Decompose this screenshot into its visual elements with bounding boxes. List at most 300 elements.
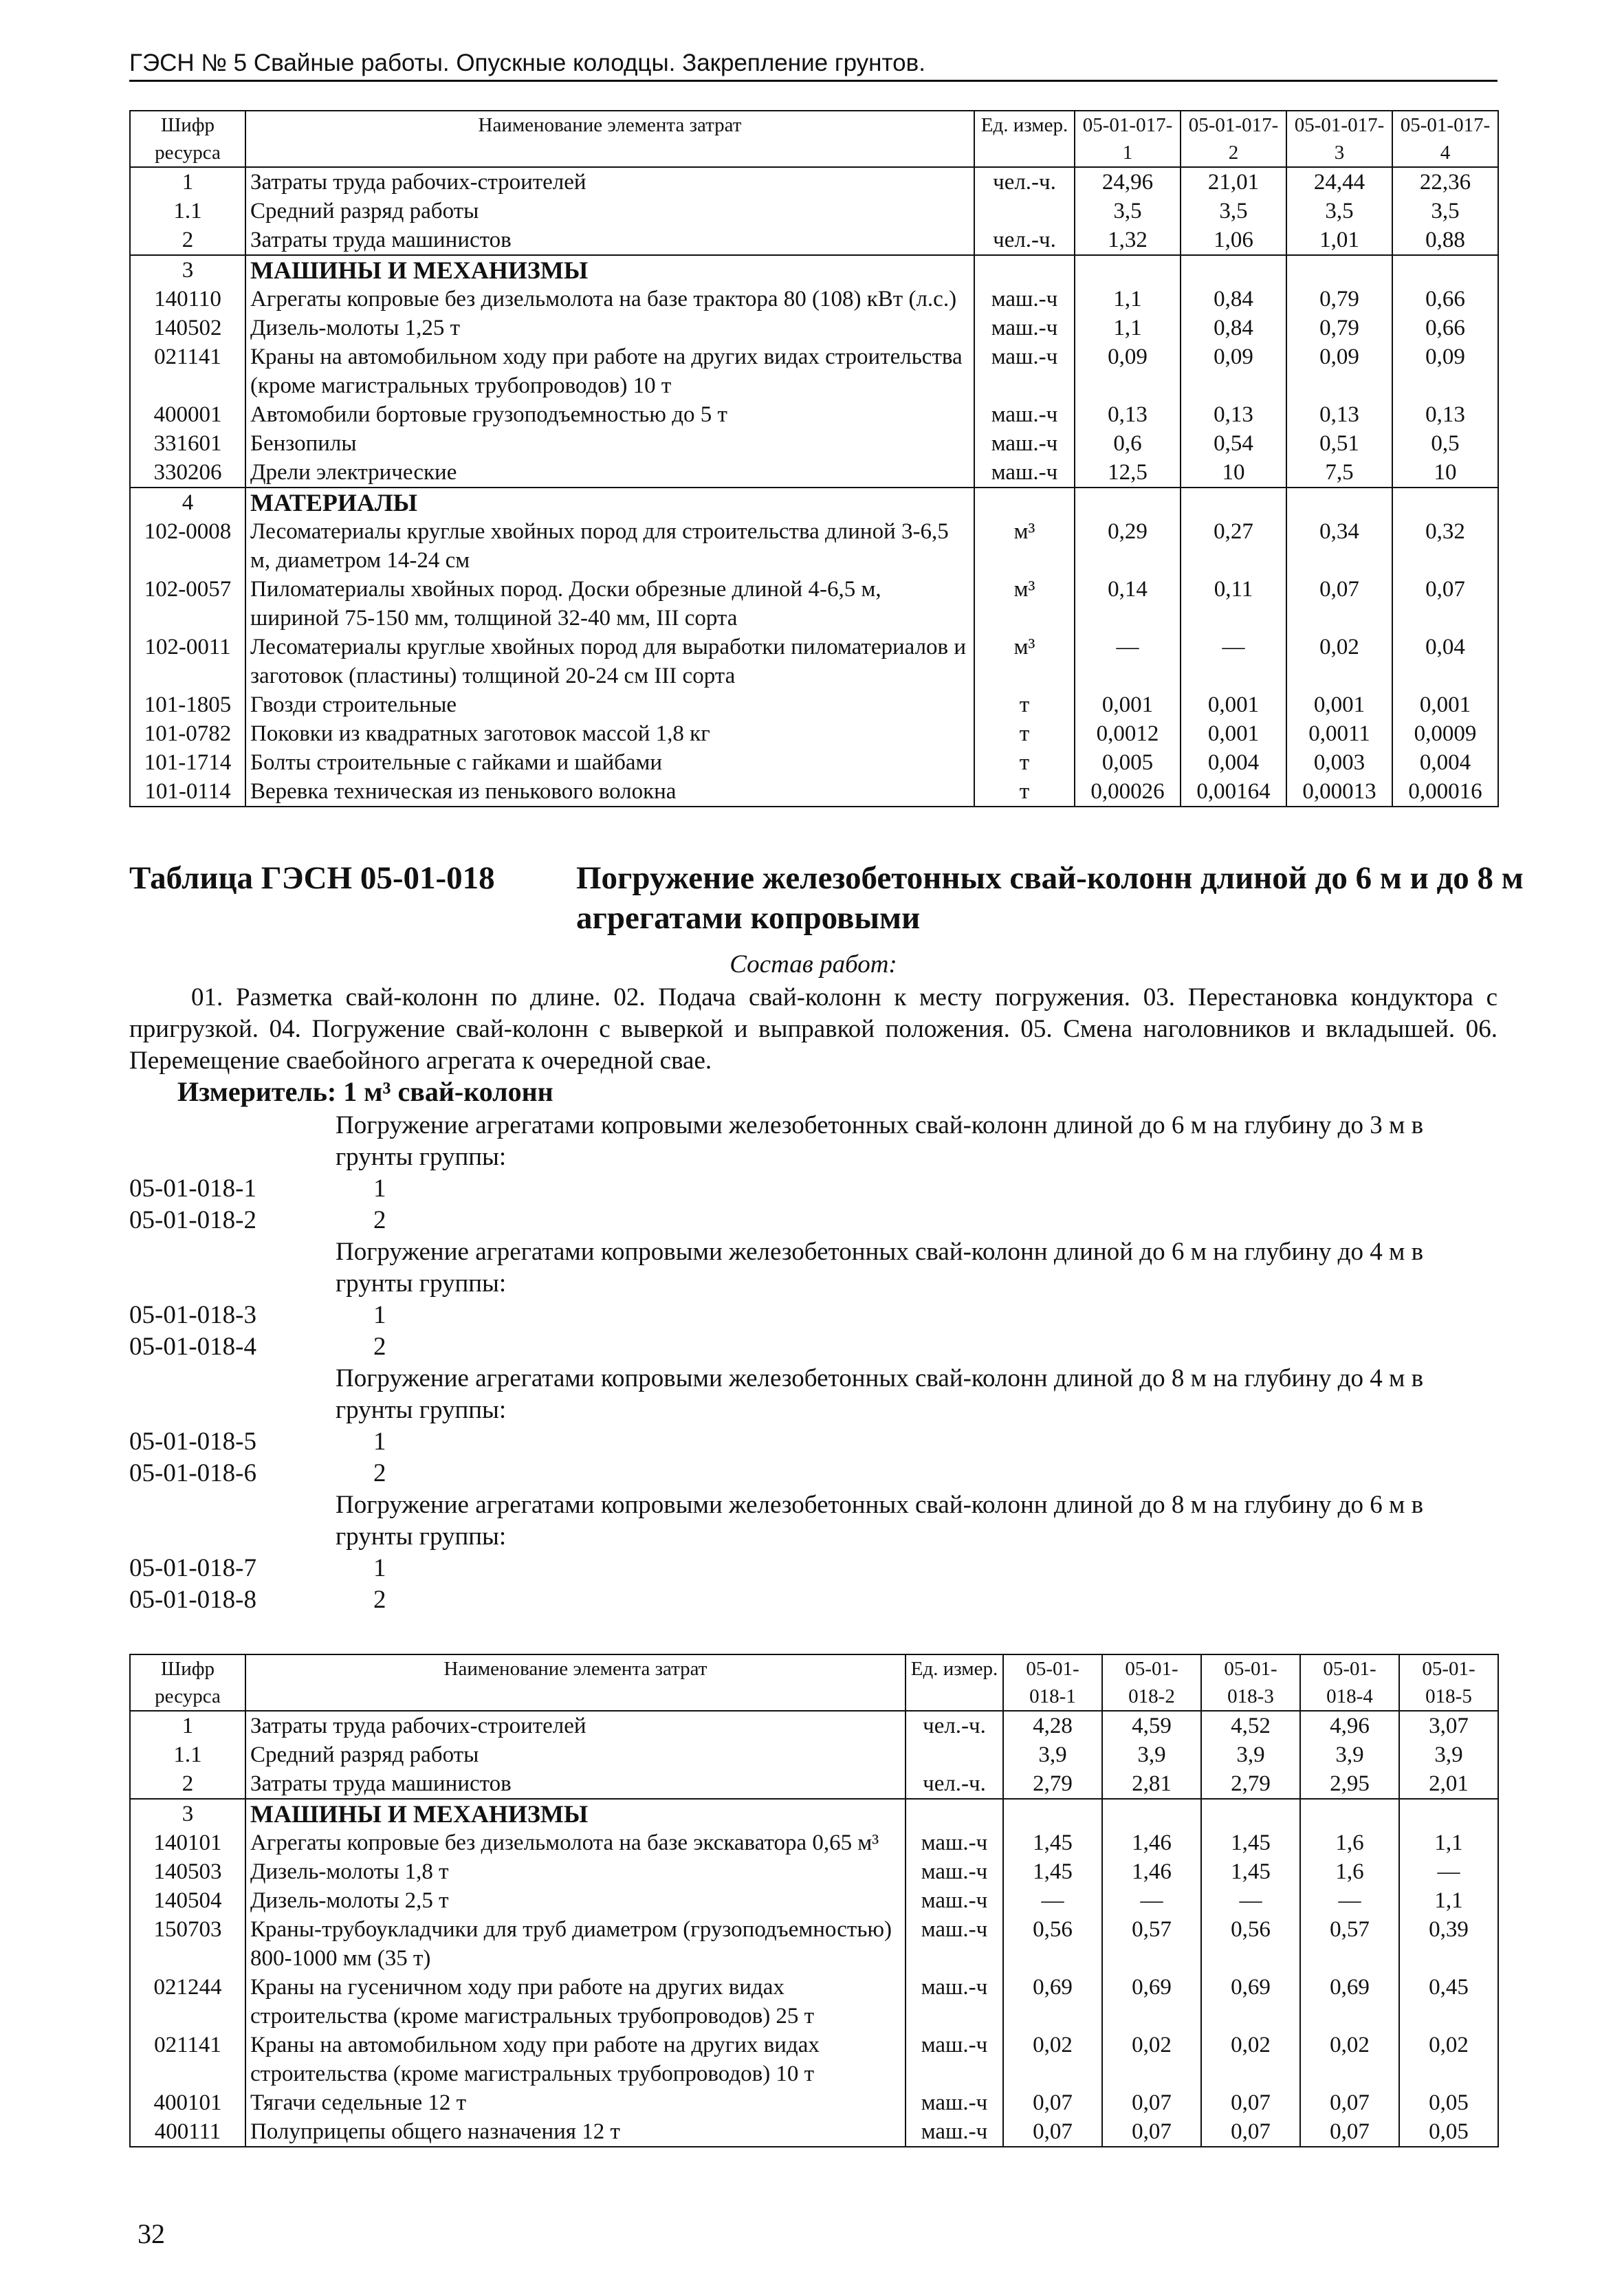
value-cell: 3,9 (1003, 1740, 1102, 1769)
resource-name: Веревка техническая из пенькового волокна (245, 777, 974, 807)
value-cell: 4,52 (1201, 1711, 1300, 1740)
resource-name: Краны-трубоукладчики для труб диаметром (грузоподъемностью) 800-1000 мм (35 т) (245, 1915, 906, 1973)
table-row (130, 719, 1498, 748)
value-cell: 0,05 (1399, 2088, 1498, 2117)
resource-code: 021141 (130, 342, 245, 400)
table-row (130, 285, 1498, 314)
value-cell: 0,66 (1392, 285, 1498, 314)
unit-cell: чел.-ч. (974, 226, 1075, 255)
value-cell: 0,5 (1392, 429, 1498, 458)
value-cell: 0,13 (1392, 400, 1498, 429)
value-cell: 0,79 (1286, 314, 1392, 342)
resource-code: 331601 (130, 429, 245, 458)
variant-row (129, 1173, 1497, 1205)
value-cell (1075, 255, 1181, 285)
resource-code: 400101 (130, 2088, 245, 2117)
value-cell: 0,56 (1201, 1915, 1300, 1973)
value-cell: — (1300, 1886, 1399, 1915)
col-header-norm: 05-01-017-3 (1286, 111, 1392, 167)
value-cell: 0,32 (1392, 517, 1498, 575)
value-cell: 0,07 (1102, 2117, 1201, 2147)
table-row (130, 1973, 1498, 2031)
value-cell: 3,9 (1102, 1740, 1201, 1769)
value-cell: 1,32 (1075, 226, 1181, 255)
composition-text: 01. Разметка свай-колонн по длине. 02. Подача свай-колонн к месту погружения. 03. Перестановка кондуктора с пригрузкой. 04. Погружение свай-колонн с выверкой и выправкой положения. 05. Смена наголовников и вкладышей. 06. Перемещение сваебойного агрегата к очередной свае. (129, 983, 1497, 1075)
resource-code: 1 (130, 167, 245, 197)
value-cell: 0,13 (1286, 400, 1392, 429)
value-cell: 2,79 (1201, 1769, 1300, 1799)
value-cell: 0,003 (1286, 748, 1392, 777)
table-row (130, 342, 1498, 400)
table-row (130, 1740, 1498, 1769)
section-row (130, 488, 1498, 517)
unit-cell: маш.-ч (906, 2117, 1003, 2147)
variant-row (129, 1458, 1497, 1489)
value-cell: 0,07 (1003, 2088, 1102, 2117)
soil-group-number: 2 (373, 1586, 386, 1614)
unit-cell: маш.-ч (974, 342, 1075, 400)
value-cell: 10 (1181, 458, 1286, 488)
value-cell: — (1181, 633, 1286, 690)
section-row (130, 255, 1498, 285)
value-cell: 0,07 (1300, 2088, 1399, 2117)
value-cell (1102, 1799, 1201, 1828)
col-header-norm: 05-01-018-4 (1300, 1654, 1399, 1711)
variant-group-description: Погружение агрегатами копровыми железобетонных свай-колонн длиной до 8 м на глубину до 6 м в грунты группы: (336, 1491, 1424, 1551)
table-row (130, 2117, 1498, 2147)
value-cell: 1,45 (1201, 1828, 1300, 1857)
value-cell: 0,0011 (1286, 719, 1392, 748)
table-row (130, 2031, 1498, 2088)
resource-name: Поковки из квадратных заготовок массой 1,8 кг (245, 719, 974, 748)
resource-name: Тягачи седельные 12 т (245, 2088, 906, 2117)
value-cell: 0,00164 (1181, 777, 1286, 807)
resource-code: 330206 (130, 458, 245, 488)
resource-name: Дрели электрические (245, 458, 974, 488)
variant-code: 05-01-018-8 (129, 1586, 256, 1614)
resource-code: 2 (130, 226, 245, 255)
table-row (130, 1915, 1498, 1973)
value-cell: 2,01 (1399, 1769, 1498, 1799)
resource-name: Краны на автомобильном ходу при работе на других видах строительства (кроме магистральных трубопроводов) 10 т (245, 342, 974, 400)
value-cell: — (1075, 633, 1181, 690)
table-row (130, 517, 1498, 575)
value-cell: 3,5 (1181, 197, 1286, 226)
value-cell: — (1102, 1886, 1201, 1915)
resource-code: 140503 (130, 1857, 245, 1886)
value-cell: 0,09 (1181, 342, 1286, 400)
unit-cell (974, 197, 1075, 226)
table-code: Таблица ГЭСН 05-01-018 (129, 860, 495, 896)
value-cell: 1,6 (1300, 1857, 1399, 1886)
resource-code: 1.1 (130, 197, 245, 226)
resource-code: 101-0114 (130, 777, 245, 807)
value-cell: 1,46 (1102, 1857, 1201, 1886)
value-cell: — (1201, 1886, 1300, 1915)
table-row (130, 2088, 1498, 2117)
resource-code: 140110 (130, 285, 245, 314)
table-row (130, 1711, 1498, 1740)
value-cell: 3,9 (1399, 1740, 1498, 1769)
value-cell: 0,45 (1399, 1973, 1498, 2031)
value-cell: 0,001 (1181, 719, 1286, 748)
unit-cell: чел.-ч. (906, 1769, 1003, 1799)
unit-cell: маш.-ч (906, 1828, 1003, 1857)
table-row (130, 197, 1498, 226)
value-cell: 4,96 (1300, 1711, 1399, 1740)
col-header-norm: 05-01-017-2 (1181, 111, 1286, 167)
value-cell: 0,02 (1300, 2031, 1399, 2088)
value-cell: 0,66 (1392, 314, 1498, 342)
col-header-code: Шифр ресурса (130, 1654, 245, 1711)
value-cell (1300, 1799, 1399, 1828)
resource-code: 3 (130, 255, 245, 285)
value-cell: 3,5 (1286, 197, 1392, 226)
section-heading: МАШИНЫ И МЕХАНИЗМЫ (245, 1799, 906, 1828)
value-cell (1392, 255, 1498, 285)
resource-code: 140101 (130, 1828, 245, 1857)
value-cell (1286, 255, 1392, 285)
table-row (130, 777, 1498, 807)
value-cell: 21,01 (1181, 167, 1286, 197)
unit-cell: маш.-ч (974, 400, 1075, 429)
unit-cell (974, 255, 1075, 285)
resource-table-018 (129, 1654, 1499, 2147)
value-cell: 0,001 (1286, 690, 1392, 719)
value-cell (1399, 1799, 1498, 1828)
value-cell: 0,005 (1075, 748, 1181, 777)
value-cell: 0,79 (1286, 285, 1392, 314)
unit-cell: маш.-ч (906, 1857, 1003, 1886)
measure-unit: Измеритель: 1 м³ свай-колонн (177, 1076, 553, 1107)
resource-code: 400001 (130, 400, 245, 429)
variant-group-description: Погружение агрегатами копровыми железобетонных свай-колонн длиной до 6 м на глубину до 3 м в грунты группы: (336, 1111, 1424, 1171)
value-cell: 0,6 (1075, 429, 1181, 458)
variant-row (129, 1300, 1497, 1331)
section-heading: МАТЕРИАЛЫ (245, 488, 974, 517)
resource-code: 1.1 (130, 1740, 245, 1769)
col-header-code: Шифр ресурса (130, 111, 245, 167)
resource-name: Агрегаты копровые без дизельмолота на базе экскаватора 0,65 м³ (245, 1828, 906, 1857)
table-row (130, 690, 1498, 719)
resource-name: Гвозди строительные (245, 690, 974, 719)
resource-name: Агрегаты копровые без дизельмолота на базе трактора 80 (108) кВт (л.с.) (245, 285, 974, 314)
value-cell: 0,14 (1075, 575, 1181, 633)
unit-cell: чел.-ч. (906, 1711, 1003, 1740)
value-cell: 3,07 (1399, 1711, 1498, 1740)
table-row (130, 575, 1498, 633)
col-header-unit: Ед. измер. (906, 1654, 1003, 1711)
unit-cell: маш.-ч (906, 1973, 1003, 2031)
resource-code: 1 (130, 1711, 245, 1740)
unit-cell: маш.-ч (974, 285, 1075, 314)
soil-group-number: 2 (373, 1459, 386, 1487)
value-cell: 0,02 (1399, 2031, 1498, 2088)
unit-cell: маш.-ч (906, 2031, 1003, 2088)
table-row (130, 314, 1498, 342)
value-cell: 1,46 (1102, 1828, 1201, 1857)
header-row (130, 1654, 1498, 1711)
resource-code: 4 (130, 488, 245, 517)
resource-name: Затраты труда рабочих-строителей (245, 1711, 906, 1740)
value-cell (1392, 488, 1498, 517)
value-cell: 22,36 (1392, 167, 1498, 197)
value-cell: 0,07 (1102, 2088, 1201, 2117)
value-cell: 7,5 (1286, 458, 1392, 488)
variant-group (129, 1236, 1497, 1363)
value-cell: 0,09 (1392, 342, 1498, 400)
unit-cell: маш.-ч (906, 2088, 1003, 2117)
value-cell: 1,06 (1181, 226, 1286, 255)
col-header-norm: 05-01-018-5 (1399, 1654, 1498, 1711)
resource-name: Болты строительные с гайками и шайбами (245, 748, 974, 777)
col-header-norm: 05-01-018-1 (1003, 1654, 1102, 1711)
variant-code: 05-01-018-2 (129, 1206, 256, 1234)
composition-label: Состав работ: (729, 950, 897, 979)
value-cell: 0,88 (1392, 226, 1498, 255)
unit-cell (974, 488, 1075, 517)
table-row (130, 167, 1498, 197)
unit-cell: чел.-ч. (974, 167, 1075, 197)
value-cell: 0,09 (1286, 342, 1392, 400)
variant-code: 05-01-018-1 (129, 1174, 256, 1203)
variant-group-description: Погружение агрегатами копровыми железобетонных свай-колонн длиной до 8 м на глубину до 4 м в грунты группы: (336, 1364, 1424, 1424)
value-cell: 0,0009 (1392, 719, 1498, 748)
value-cell: 0,39 (1399, 1915, 1498, 1973)
table-row (130, 748, 1498, 777)
value-cell: 0,27 (1181, 517, 1286, 575)
value-cell (1201, 1799, 1300, 1828)
value-cell: 0,09 (1075, 342, 1181, 400)
resource-name: Дизель-молоты 2,5 т (245, 1886, 906, 1915)
value-cell: 2,79 (1003, 1769, 1102, 1799)
resource-code: 400111 (130, 2117, 245, 2147)
value-cell: 0,00026 (1075, 777, 1181, 807)
value-cell: 2,95 (1300, 1769, 1399, 1799)
value-cell (1181, 255, 1286, 285)
resource-name: Затраты труда машинистов (245, 226, 974, 255)
table-row (130, 400, 1498, 429)
resource-code: 021141 (130, 2031, 245, 2088)
resource-code: 101-1714 (130, 748, 245, 777)
value-cell (1181, 488, 1286, 517)
resource-name: Затраты труда машинистов (245, 1769, 906, 1799)
unit-cell (906, 1799, 1003, 1828)
value-cell: 0,02 (1102, 2031, 1201, 2088)
value-cell: 1,1 (1399, 1828, 1498, 1857)
value-cell: 0,00013 (1286, 777, 1392, 807)
unit-cell: т (974, 690, 1075, 719)
col-header-norm: 05-01-018-3 (1201, 1654, 1300, 1711)
section-row (130, 1799, 1498, 1828)
value-cell: 0,69 (1300, 1973, 1399, 2031)
resource-code: 140504 (130, 1886, 245, 1915)
value-cell: 2,81 (1102, 1769, 1201, 1799)
soil-group-number: 2 (373, 1333, 386, 1361)
unit-cell: маш.-ч (906, 1915, 1003, 1973)
value-cell: 0,0012 (1075, 719, 1181, 748)
running-header: ГЭСН № 5 Свайные работы. Опускные колодцы. Закрепление грунтов. (129, 48, 1497, 82)
resource-code: 150703 (130, 1915, 245, 1973)
col-header-norm: 05-01-017-4 (1392, 111, 1498, 167)
value-cell: 0,02 (1003, 2031, 1102, 2088)
variant-code: 05-01-018-7 (129, 1554, 256, 1582)
variant-group (129, 1489, 1497, 1616)
unit-cell (906, 1740, 1003, 1769)
value-cell: 0,05 (1399, 2117, 1498, 2147)
value-cell: 0,001 (1075, 690, 1181, 719)
soil-group-number: 1 (373, 1554, 386, 1582)
resource-name: Лесоматериалы круглые хвойных пород для строительства длиной 3-6,5 м, диаметром 14-24 см (245, 517, 974, 575)
variant-group-description: Погружение агрегатами копровыми железобетонных свай-колонн длиной до 6 м на глубину до 4 м в грунты группы: (336, 1238, 1424, 1298)
value-cell: 3,5 (1075, 197, 1181, 226)
value-cell: 0,84 (1181, 285, 1286, 314)
unit-cell: т (974, 777, 1075, 807)
value-cell: 4,59 (1102, 1711, 1201, 1740)
variant-row (129, 1584, 1497, 1616)
value-cell: 0,07 (1201, 2117, 1300, 2147)
variant-list (129, 1110, 1497, 1616)
value-cell: 0,001 (1392, 690, 1498, 719)
table-row (130, 633, 1498, 690)
value-cell: 4,28 (1003, 1711, 1102, 1740)
soil-group-number: 1 (373, 1301, 386, 1329)
resource-name: Дизель-молоты 1,25 т (245, 314, 974, 342)
resource-table-017 (129, 110, 1499, 807)
soil-group-number: 2 (373, 1206, 386, 1234)
variant-group (129, 1363, 1497, 1489)
value-cell: 0,69 (1201, 1973, 1300, 2031)
unit-cell: м³ (974, 517, 1075, 575)
value-cell: 1,6 (1300, 1828, 1399, 1857)
resource-name: Краны на гусеничном ходу при работе на других видах строительства (кроме магистральных трубопроводов) 25 т (245, 1973, 906, 2031)
value-cell: 0,04 (1392, 633, 1498, 690)
value-cell: 3,5 (1392, 197, 1498, 226)
value-cell: 1,45 (1201, 1857, 1300, 1886)
value-cell: 0,02 (1286, 633, 1392, 690)
col-header-norm: 05-01-017-1 (1075, 111, 1181, 167)
col-header-unit: Ед. измер. (974, 111, 1075, 167)
value-cell: 0,004 (1392, 748, 1498, 777)
value-cell: 0,54 (1181, 429, 1286, 458)
col-header-name: Наименование элемента затрат (245, 111, 974, 167)
value-cell: 0,29 (1075, 517, 1181, 575)
unit-cell: маш.-ч (906, 1886, 1003, 1915)
value-cell: 1,1 (1075, 285, 1181, 314)
col-header-name: Наименование элемента затрат (245, 1654, 906, 1711)
table-name: Погружение железобетонных свай-колонн длиной до 6 м и до 8 м агрегатами копровыми (576, 860, 1524, 936)
table-row (130, 226, 1498, 255)
value-cell: 0,57 (1300, 1915, 1399, 1973)
value-cell: 3,9 (1201, 1740, 1300, 1769)
value-cell (1003, 1799, 1102, 1828)
resource-code: 3 (130, 1799, 245, 1828)
resource-code: 102-0057 (130, 575, 245, 633)
unit-cell: маш.-ч (974, 458, 1075, 488)
value-cell: 0,13 (1075, 400, 1181, 429)
variant-code: 05-01-018-3 (129, 1301, 256, 1329)
variant-group (129, 1110, 1497, 1236)
page-number: 32 (138, 2218, 165, 2249)
value-cell: 1,45 (1003, 1828, 1102, 1857)
value-cell (1075, 488, 1181, 517)
resource-name: Затраты труда рабочих-строителей (245, 167, 974, 197)
value-cell: 0,11 (1181, 575, 1286, 633)
resource-name: Бензопилы (245, 429, 974, 458)
resource-name: Дизель-молоты 1,8 т (245, 1857, 906, 1886)
resource-code: 021244 (130, 1973, 245, 2031)
variant-row (129, 1331, 1497, 1363)
value-cell: 0,69 (1003, 1973, 1102, 2031)
table-row (130, 429, 1498, 458)
resource-name: Полуприцепы общего назначения 12 т (245, 2117, 906, 2147)
variant-row (129, 1426, 1497, 1458)
resource-code: 140502 (130, 314, 245, 342)
resource-code: 101-0782 (130, 719, 245, 748)
value-cell: 0,07 (1201, 2088, 1300, 2117)
value-cell: 1,45 (1003, 1857, 1102, 1886)
unit-cell: м³ (974, 575, 1075, 633)
table-row (130, 1857, 1498, 1886)
value-cell: 0,004 (1181, 748, 1286, 777)
resource-name: Краны на автомобильном ходу при работе на других видах строительства (кроме магистральных трубопроводов) 10 т (245, 2031, 906, 2088)
table-row (130, 1769, 1498, 1799)
value-cell: 3,9 (1300, 1740, 1399, 1769)
resource-name: Средний разряд работы (245, 197, 974, 226)
resource-name: Лесоматериалы круглые хвойных пород для выработки пиломатериалов и заготовок (пластины) толщиной 20-24 см III сорта (245, 633, 974, 690)
resource-name: Пиломатериалы хвойных пород. Доски обрезные длиной 4-6,5 м, шириной 75-150 мм, толщиной 32-40 мм, III сорта (245, 575, 974, 633)
value-cell: 1,01 (1286, 226, 1392, 255)
section-heading: МАШИНЫ И МЕХАНИЗМЫ (245, 255, 974, 285)
variant-code: 05-01-018-5 (129, 1428, 256, 1456)
variant-row (129, 1205, 1497, 1236)
resource-name: Средний разряд работы (245, 1740, 906, 1769)
value-cell: 24,44 (1286, 167, 1392, 197)
value-cell: 0,57 (1102, 1915, 1201, 1973)
table-row (130, 1886, 1498, 1915)
value-cell: 0,84 (1181, 314, 1286, 342)
col-header-norm: 05-01-018-2 (1102, 1654, 1201, 1711)
value-cell: 24,96 (1075, 167, 1181, 197)
value-cell: 0,07 (1392, 575, 1498, 633)
unit-cell: м³ (974, 633, 1075, 690)
resource-code: 102-0011 (130, 633, 245, 690)
value-cell (1286, 488, 1392, 517)
value-cell: 10 (1392, 458, 1498, 488)
value-cell: 0,34 (1286, 517, 1392, 575)
value-cell: 0,02 (1201, 2031, 1300, 2088)
soil-group-number: 1 (373, 1428, 386, 1456)
value-cell: 1,1 (1075, 314, 1181, 342)
resource-code: 2 (130, 1769, 245, 1799)
resource-code: 101-1805 (130, 690, 245, 719)
variant-row (129, 1553, 1497, 1584)
resource-name: Автомобили бортовые грузоподъемностью до 5 т (245, 400, 974, 429)
value-cell: 0,51 (1286, 429, 1392, 458)
variant-code: 05-01-018-6 (129, 1459, 256, 1487)
value-cell: — (1003, 1886, 1102, 1915)
value-cell: 0,69 (1102, 1973, 1201, 2031)
resource-code: 102-0008 (130, 517, 245, 575)
unit-cell: маш.-ч (974, 314, 1075, 342)
variant-code: 05-01-018-4 (129, 1333, 256, 1361)
value-cell: 0,001 (1181, 690, 1286, 719)
value-cell: 1,1 (1399, 1886, 1498, 1915)
unit-cell: маш.-ч (974, 429, 1075, 458)
value-cell: 12,5 (1075, 458, 1181, 488)
value-cell: 0,56 (1003, 1915, 1102, 1973)
value-cell: 0,07 (1003, 2117, 1102, 2147)
